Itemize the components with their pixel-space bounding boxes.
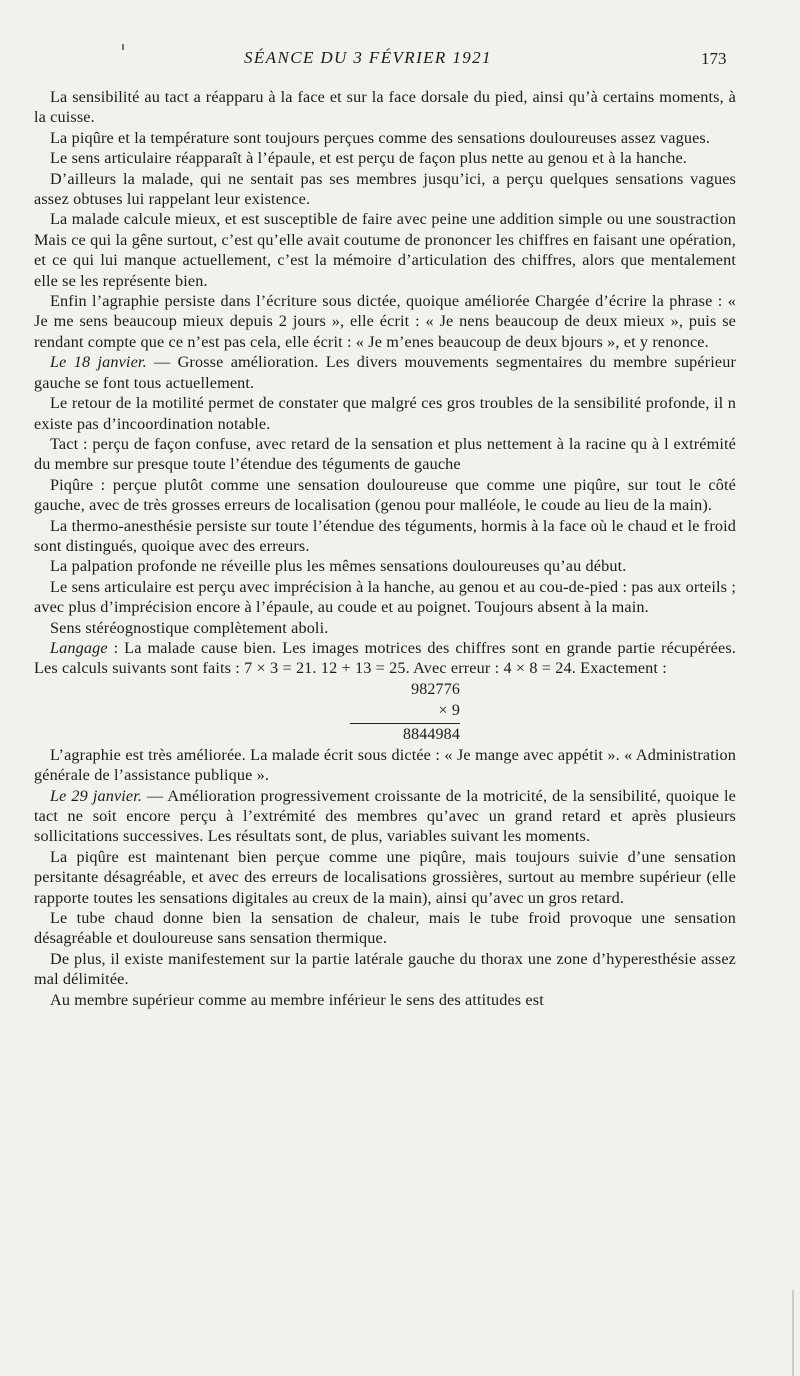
paragraph: La palpation profonde ne réveille plus les mêmes sensations douloureuses qu’au début. — [50, 557, 627, 576]
paragraph: D’ailleurs la malade, qui ne sentait pas ses membres jusqu’ici, a perçu quelques sensations vagues assez obtuses lui rappelant leur existence. — [34, 169, 736, 209]
running-title: SÉANCE DU 3 FÉVRIER 1921 — [244, 48, 492, 67]
entry-29-january — [34, 786, 736, 847]
multiplication — [34, 679, 736, 745]
paragraph: La piqûre est maintenant bien perçue comme une piqûre, mais toujours suivie d’une sensation persitante désagréable, et avec des erreurs de localisations grossières, surtout au membre supérieur (elle rapporte toutes les sensations digitales au creux de la main), ainsi qu’avec un gros retard. — [34, 847, 736, 907]
paragraph: L’agraphie est très améliorée. La malade écrit sous dictée : « Je mange avec appétit ». « Administration générale de l’assistance publique ». — [34, 745, 736, 785]
body-text — [34, 87, 736, 1010]
entry-18-january — [34, 352, 736, 393]
paragraph: Piqûre : perçue plutôt comme une sensation douloureuse que comme une piqûre, sur tout le côté gauche, avec de très grosses erreurs de localisation (genou pour malléole, le coude au lieu de la main). — [34, 475, 736, 515]
paragraph: Sens stéréognostique complètement aboli. — [50, 618, 329, 637]
paragraph: Le retour de la motilité permet de constater que malgré ces gros troubles de la sensibilité profonde, il n existe pas d’incoordination notable. — [34, 394, 736, 433]
langage-label: Langage — [50, 638, 108, 657]
paragraph: La piqûre et la température sont toujours perçues comme des sensations douloureuses assez vagues. — [50, 128, 711, 147]
multiplier: × 9 — [438, 701, 460, 719]
entry-date: Le 29 janvier. — [50, 786, 143, 805]
paragraph: Le sens articulaire réapparaît à l’épaule, et est perçu de façon plus nette au genou et à la hanche. — [50, 149, 688, 168]
running-header — [0, 48, 800, 72]
paragraph: De plus, il existe manifestement sur la partie latérale gauche du thorax une zone d’hyperesthésie assez mal délimitée. — [34, 949, 736, 989]
entry-text: — Grosse amélioration. Les divers mouvements segmentaires du membre supérieur gauche se font tous actuellement. — [34, 353, 736, 392]
paragraph: La sensibilité au tact a réapparu à la face et sur la face dorsale du pied, ainsi qu’à certains moments, à la cuisse. — [34, 88, 736, 127]
paragraph: Tact : perçu de façon confuse, avec retard de la sensation et plus nettement à la racine qu à l extrémité du membre sur presque toute l’étendue des téguments de gauche — [34, 434, 736, 474]
langage-text: : La malade cause bien. Les images motrices des chiffres sont en grande partie récupérées. Les calculs suivants sont faits : 7 × 3 = 21. 12 + 13 = 25. Avec erreur : 4 × 8 = 24. Exactement : — [34, 638, 736, 678]
multiplicand: 982776 — [411, 680, 460, 698]
paragraph: Le tube chaud donne bien la sensation de chaleur, mais le tube froid provoque une sensation désagréable et douloureuse sans sensation thermique. — [34, 909, 736, 948]
product: 8844984 — [350, 723, 460, 745]
paragraph: La malade calcule mieux, et est susceptible de faire avec peine une addition simple ou une soustraction Mais ce qui la gêne surtout, c’est qu’elle avait coutume de prononcer les chiffres en faisant une opération, et ce qui lui manque actuellement, c’est la mémoire d’articulation des chiffres, alors que mentalement elle se les représente bien. — [34, 210, 736, 290]
entry-text: — Amélioration progressivement croissante de la motricité, de la sensibilité, quoique le tact ne soit encore perçu à l’extrémité des membres qu’avec un grand retard et après plusieurs sollicitations successives. Les résultats sont, de plus, variables suivant les moments. — [34, 786, 736, 846]
paragraph: La thermo-anesthésie persiste sur toute l’étendue des téguments, hormis à la face où le chaud et le froid sont distingués, quoique avec des erreurs. — [34, 516, 736, 555]
entry-date: Le 18 janvier. — [50, 353, 147, 372]
langage-paragraph — [34, 638, 736, 679]
page-number: 173 — [701, 49, 727, 68]
paragraph: Le sens articulaire est perçu avec imprécision à la hanche, au genou et au cou-de-pied : pas aux orteils ; avec plus d’imprécision encore à l’épaule, au coude et au poignet. Toujours absent à la main. — [34, 577, 736, 617]
paragraph: Au membre supérieur comme au membre inférieur le sens des attitudes est — [50, 990, 544, 1009]
paragraph: Enfin l’agraphie persiste dans l’écriture sous dictée, quoique améliorée Chargée d’écrire la phrase : « Je me sens beaucoup mieux depuis 2 jours », elle écrit : « Je nens beaucoup de deux mieux », puis se rendant compte que ce n’est pas cela, elle écrit : « Je m’enes beaucoup de deux bjours », et y renonce. — [34, 292, 736, 351]
scan-edge — [792, 1290, 794, 1376]
